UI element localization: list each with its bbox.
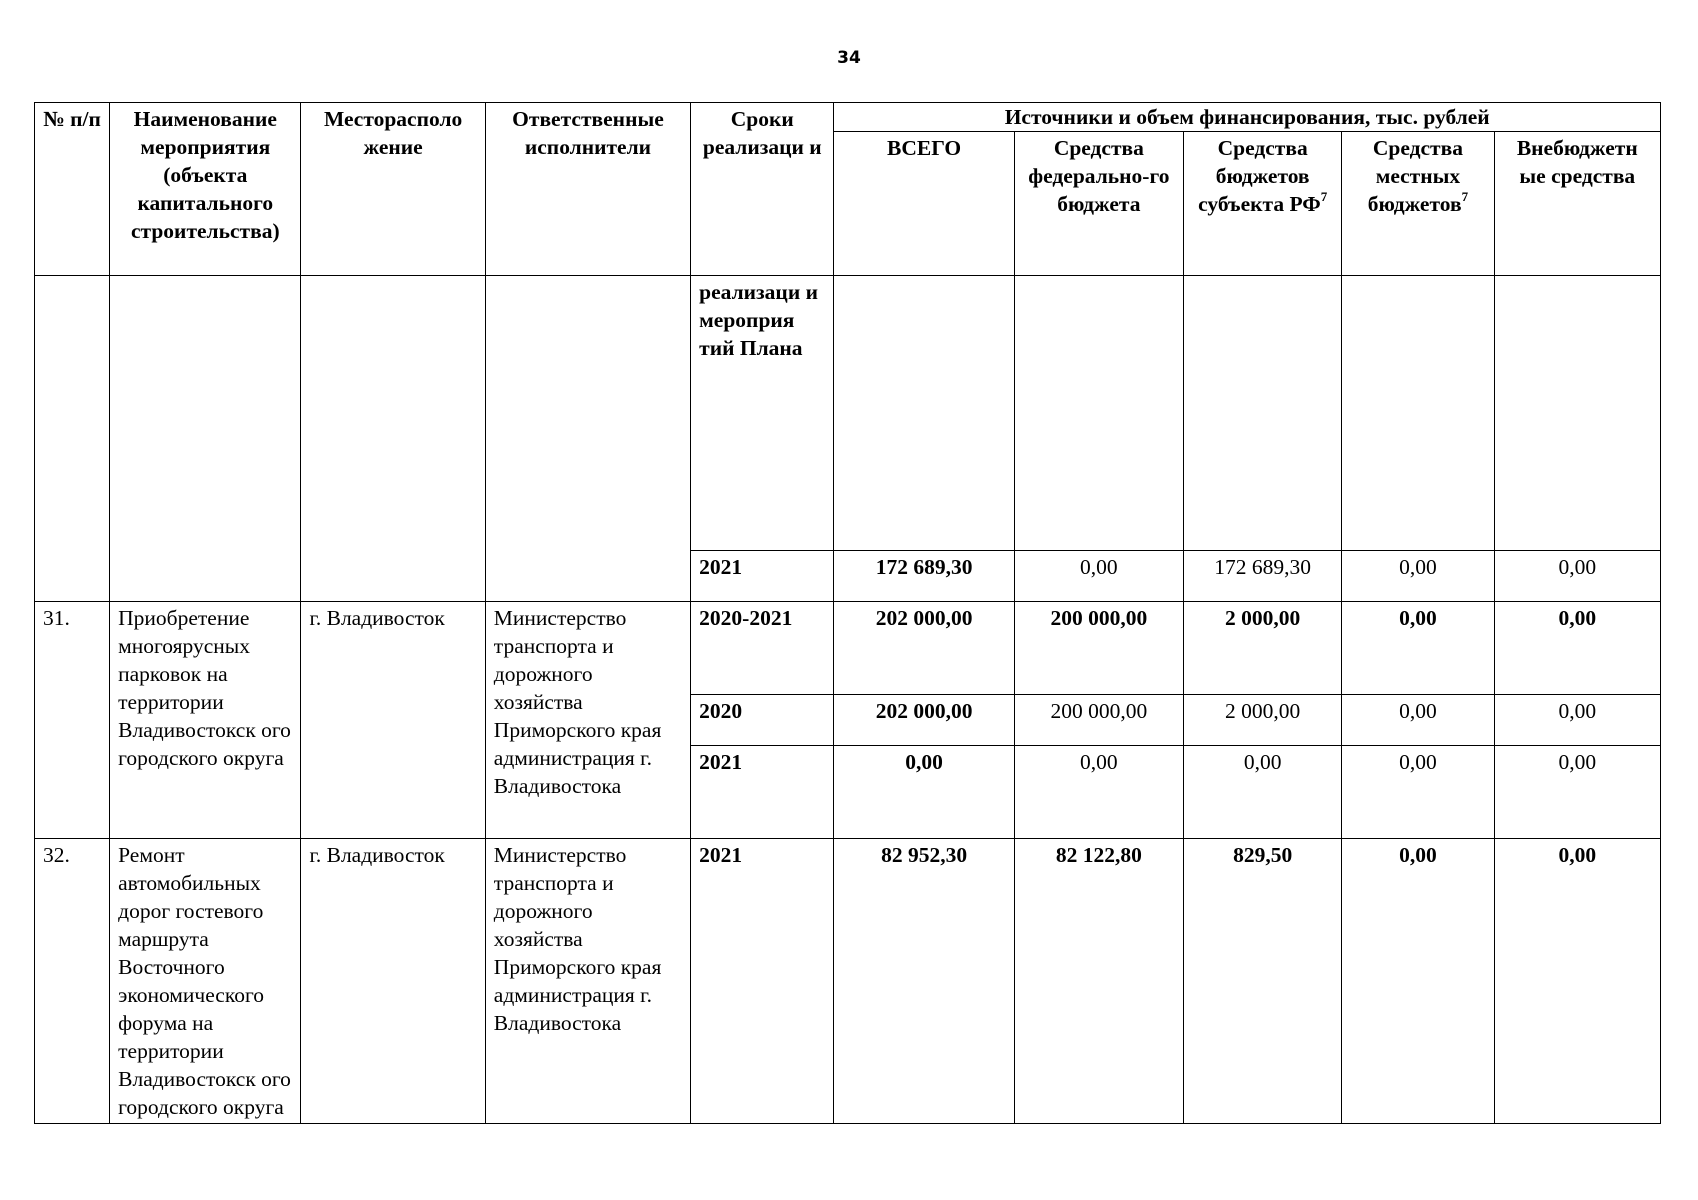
item-31-extra-1: 0,00 bbox=[1494, 602, 1660, 695]
cont-year: 2021 bbox=[691, 551, 834, 602]
header-local-footnote: 7 bbox=[1461, 189, 1469, 204]
cont-year-local: 0,00 bbox=[1342, 551, 1494, 602]
header-location: Месторасполо жение bbox=[301, 103, 485, 276]
header-total: ВСЕГО bbox=[834, 132, 1014, 276]
item-31-federal-1: 200 000,00 bbox=[1014, 602, 1183, 695]
item-31-num: 31. bbox=[35, 602, 110, 839]
cont-responsible bbox=[485, 276, 690, 602]
cont-local bbox=[1342, 276, 1494, 551]
cont-year-extra: 0,00 bbox=[1494, 551, 1660, 602]
item-32-year-1: 2021 bbox=[691, 839, 834, 1124]
header-num: № п/п bbox=[35, 103, 110, 276]
item-31-year-3: 2021 bbox=[691, 746, 834, 839]
item-31-local-3: 0,00 bbox=[1342, 746, 1494, 839]
item-31-location: г. Владивосток bbox=[301, 602, 485, 839]
header-row-1 bbox=[35, 103, 1661, 132]
cont-year-subject: 172 689,30 bbox=[1184, 551, 1342, 602]
header-financing: Источники и объем финансирования, тыс. рублей bbox=[834, 103, 1661, 132]
item-31-total-3: 0,00 bbox=[834, 746, 1014, 839]
cont-subject bbox=[1184, 276, 1342, 551]
item-32-num: 32. bbox=[35, 839, 110, 1124]
item-31-total-1: 202 000,00 bbox=[834, 602, 1014, 695]
header-subject-label: Средства бюджетов субъекта РФ bbox=[1198, 136, 1321, 216]
item-31-local-2: 0,00 bbox=[1342, 695, 1494, 746]
item-32-extra-1: 0,00 bbox=[1494, 839, 1660, 1124]
item-32-row-1 bbox=[35, 839, 1661, 1124]
item-31-name: Приобретение многоярусных парковок на территории Владивостокск ого городского округа bbox=[110, 602, 301, 839]
cont-location bbox=[301, 276, 485, 602]
continuation-row bbox=[35, 276, 1661, 551]
cont-year-total: 172 689,30 bbox=[834, 551, 1014, 602]
item-31-subject-1: 2 000,00 bbox=[1184, 602, 1342, 695]
header-local bbox=[1342, 132, 1494, 276]
item-32-local-1: 0,00 bbox=[1342, 839, 1494, 1124]
header-federal: Средства федерально-го бюджета bbox=[1014, 132, 1183, 276]
item-31-row-1 bbox=[35, 602, 1661, 695]
item-31-extra-3: 0,00 bbox=[1494, 746, 1660, 839]
item-32-name: Ремонт автомобильных дорог гостевого маршрута Восточного экономического форума на территории Владивостокск ого городского округа bbox=[110, 839, 301, 1124]
item-31-year-2: 2020 bbox=[691, 695, 834, 746]
cont-num bbox=[35, 276, 110, 602]
item-32-federal-1: 82 122,80 bbox=[1014, 839, 1183, 1124]
header-subject-footnote: 7 bbox=[1320, 189, 1328, 204]
cont-extra bbox=[1494, 276, 1660, 551]
item-31-total-2: 202 000,00 bbox=[834, 695, 1014, 746]
header-local-label: Средства местных бюджетов bbox=[1367, 136, 1463, 216]
cont-year-federal: 0,00 bbox=[1014, 551, 1183, 602]
item-31-year-1: 2020-2021 bbox=[691, 602, 834, 695]
cont-name bbox=[110, 276, 301, 602]
item-31-subject-2: 2 000,00 bbox=[1184, 695, 1342, 746]
financing-table bbox=[34, 102, 1661, 1124]
item-32-subject-1: 829,50 bbox=[1184, 839, 1342, 1124]
page-number: 34 bbox=[837, 48, 861, 68]
cont-total bbox=[834, 276, 1014, 551]
header-terms: Сроки реализаци и bbox=[691, 103, 834, 276]
header-subject bbox=[1184, 132, 1342, 276]
cont-federal bbox=[1014, 276, 1183, 551]
item-32-location: г. Владивосток bbox=[301, 839, 485, 1124]
item-31-federal-3: 0,00 bbox=[1014, 746, 1183, 839]
item-31-local-1: 0,00 bbox=[1342, 602, 1494, 695]
item-31-federal-2: 200 000,00 bbox=[1014, 695, 1183, 746]
header-name: Наименование мероприятия (объекта капитального строительства) bbox=[110, 103, 301, 276]
item-32-total-1: 82 952,30 bbox=[834, 839, 1014, 1124]
item-31-subject-3: 0,00 bbox=[1184, 746, 1342, 839]
item-32-responsible: Министерство транспорта и дорожного хозяйства Приморского края администрация г. Владивостока bbox=[485, 839, 690, 1124]
item-31-responsible: Министерство транспорта и дорожного хозяйства Приморского края администрация г. Владивостока bbox=[485, 602, 690, 839]
header-extra: Внебюджетн ые средства bbox=[1494, 132, 1660, 276]
header-responsible: Ответственные исполнители bbox=[485, 103, 690, 276]
item-31-extra-2: 0,00 bbox=[1494, 695, 1660, 746]
cont-terms: реализаци и мероприя тий Плана bbox=[691, 276, 834, 551]
